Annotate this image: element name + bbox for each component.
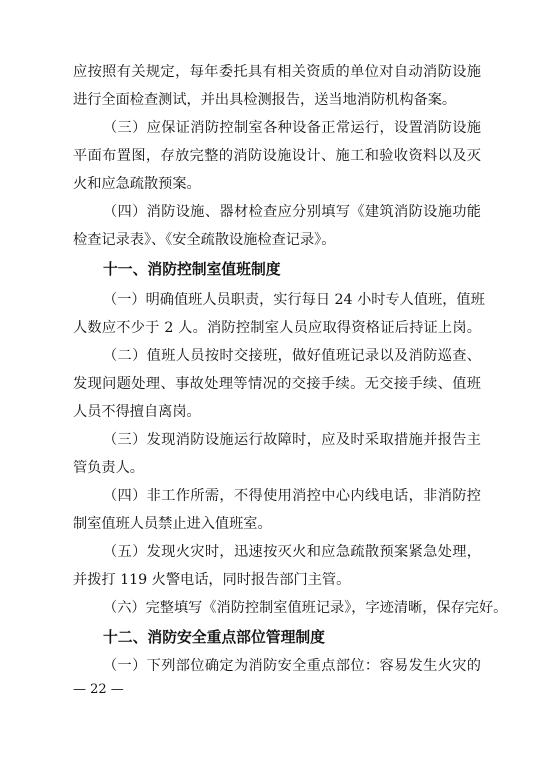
body-line: （三）应保证消防控制室各种设备正常运行，设置消防设施 xyxy=(103,120,481,136)
body-line: 火和应急疏散预案。 xyxy=(73,176,201,192)
body-line: （四）非工作所需，不得使用消控中心内线电话，非消防控 xyxy=(103,488,481,504)
body-line: 进行全面检查测试，并出具检测报告，送当地消防机构备案。 xyxy=(73,92,457,108)
body-line: （一）明确值班人员职责，实行每日 24 小时专人值班，值班 xyxy=(103,292,485,308)
body-line: （三）发现消防设施运行故障时，应及时采取措施并报告主 xyxy=(103,432,481,448)
body-line: 发现问题处理、事故处理等情况的交接手续。无交接手续、值班 xyxy=(73,376,481,392)
body-line: 并拨打 119 火警电话，同时报告部门主管。 xyxy=(73,572,351,588)
section-heading: 十二、消防安全重点部位管理制度 xyxy=(103,629,325,646)
body-line: 人员不得擅自离岗。 xyxy=(73,404,201,420)
body-line: （五）发现火灾时，迅速按灭火和应急疏散预案紧急处理， xyxy=(103,544,481,560)
body-line: （一）下列部位确定为消防安全重点部位：容易发生火灾的 xyxy=(103,658,481,674)
body-line: 人数应不少于 2 人。消防控制室人员应取得资格证后持证上岗。 xyxy=(73,320,481,336)
body-line: 管负责人。 xyxy=(73,460,144,476)
body-line: （二）值班人员按时交接班，做好值班记录以及消防巡查、 xyxy=(103,348,481,364)
body-line: 平面布置图，存放完整的消防设施设计、施工和验收资料以及灭 xyxy=(73,148,481,164)
section-heading: 十一、消防控制室值班制度 xyxy=(103,261,281,278)
body-line: 应按照有关规定，每年委托具有相关资质的单位对自动消防设施 xyxy=(73,64,481,80)
body-line: 制室值班人员禁止进入值班室。 xyxy=(73,516,272,532)
body-line: （六）完整填写《消防控制室值班记录》，字迹清晰，保存完好。 xyxy=(103,600,508,616)
body-line: （四）消防设施、器材检查应分别填写《建筑消防设施功能 xyxy=(103,204,481,220)
page-number: — 22 — xyxy=(73,682,124,697)
body-line: 检查记录表》、《安全疏散设施检查记录》。 xyxy=(73,232,336,248)
